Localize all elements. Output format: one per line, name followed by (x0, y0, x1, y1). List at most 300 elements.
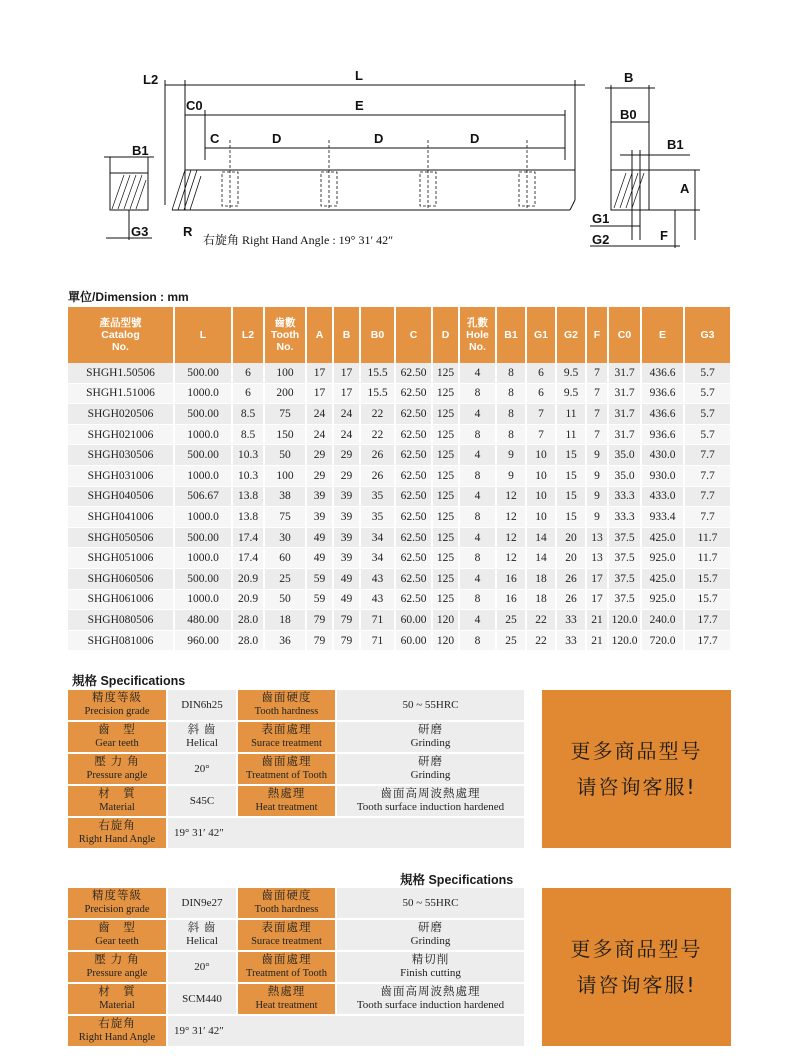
table-cell: 4 (460, 528, 497, 549)
label-B0: B0 (620, 107, 637, 122)
table-cell: 62.50 (396, 425, 433, 446)
dimension-heading: 單位/Dimension : mm (68, 290, 189, 304)
table-cell: 9 (497, 466, 527, 487)
column-header-text: E (658, 329, 666, 341)
column-header-text: Tooth (270, 329, 300, 341)
table-row (68, 487, 730, 508)
table-cell: 125 (433, 425, 460, 446)
table-cell: 15 (557, 487, 587, 508)
table-cell: 17 (334, 384, 361, 405)
column-header-text: G2 (563, 329, 578, 341)
precision-label-text: 精度等級 (92, 692, 142, 704)
table-cell: 29 (307, 445, 334, 466)
gear_teeth-label-text: Gear teeth (95, 738, 139, 749)
column-header-text: G1 (533, 329, 548, 341)
table-cell: 18 (527, 569, 557, 590)
table-row (68, 631, 730, 652)
column-header-text: 孔數 (467, 317, 488, 329)
table-cell: 5.7 (685, 384, 730, 405)
surface-label (238, 920, 335, 950)
table-cell: 18 (265, 610, 307, 631)
table-cell: 11.7 (685, 548, 730, 569)
angle-label-text: Right Hand Angle (78, 834, 156, 845)
angle-value-text: 19° 31′ 42″ (174, 1024, 224, 1037)
table-cell: 8 (460, 548, 497, 569)
column-header (587, 307, 609, 363)
table-cell: 62.50 (396, 507, 433, 528)
catalog-no-cell: SHGH021006 (68, 425, 175, 446)
table-cell: 15 (557, 445, 587, 466)
gear_teeth-label-text: Gear teeth (95, 936, 139, 947)
table-cell: 31.7 (609, 363, 642, 384)
label-L2: L2 (143, 72, 159, 87)
table-cell: 33.3 (609, 507, 642, 528)
catalog-no-cell: SHGH020506 (68, 404, 175, 425)
precision-value-text: DIN9e27 (181, 896, 223, 909)
table-cell: 79 (334, 610, 361, 631)
table-cell: 17 (334, 363, 361, 384)
table-cell: 17.7 (685, 631, 730, 652)
table-cell: 49 (307, 528, 334, 549)
table-cell: 39 (307, 507, 334, 528)
table-cell: 7.7 (685, 487, 730, 508)
catalog-no-cell: SHGH030506 (68, 445, 175, 466)
table-cell: 35 (361, 487, 396, 508)
tooth_treat-value (337, 952, 524, 982)
column-header (307, 307, 334, 363)
table-header-row (68, 307, 730, 363)
table-cell: 100 (265, 466, 307, 487)
table-cell: 37.5 (609, 528, 642, 549)
table-cell: 62.50 (396, 363, 433, 384)
material-label (68, 984, 166, 1014)
table-cell: 425.0 (642, 569, 685, 590)
catalog-no-cell: SHGH1.50506 (68, 363, 175, 384)
table-cell: 20 (557, 528, 587, 549)
table-cell: 1000.0 (175, 466, 233, 487)
catalog-no-cell: SHGH1.51006 (68, 384, 175, 405)
table-cell: 26 (361, 466, 396, 487)
gear_teeth-label-text: 齒 型 (98, 922, 136, 934)
gear_teeth-value (168, 722, 236, 752)
table-cell: 8 (460, 425, 497, 446)
material-label-text: 材 質 (98, 986, 136, 998)
spec-heading-1: 規格 Specifications (72, 674, 186, 688)
table-cell: 71 (361, 631, 396, 652)
table-cell: 30 (265, 528, 307, 549)
tooth_treat-label-text: Treatment of Tooth (246, 968, 327, 979)
table-cell: 22 (527, 631, 557, 652)
label-C0: C0 (186, 98, 203, 113)
table-row (68, 610, 730, 631)
table-cell: 8 (460, 466, 497, 487)
column-header (334, 307, 361, 363)
table-row (68, 528, 730, 549)
hardness-value-text: 50 ~ 55HRC (402, 698, 459, 711)
gear_teeth-label (68, 722, 166, 752)
angle-label-text: 右旋角 (98, 1018, 136, 1030)
table-cell: 35.0 (609, 445, 642, 466)
table-cell: 125 (433, 466, 460, 487)
tooth_treat-label (238, 754, 335, 784)
table-cell: 8 (460, 507, 497, 528)
table-cell: 10.3 (233, 445, 265, 466)
column-header-text: 產品型號 (99, 317, 142, 329)
precision-label-text: 精度等級 (92, 890, 142, 902)
table-cell: 26 (557, 569, 587, 590)
table-cell: 9 (587, 445, 609, 466)
table-cell: 20 (557, 548, 587, 569)
dimension-table (68, 307, 730, 651)
table-cell: 17.4 (233, 528, 265, 549)
table-cell: 21 (587, 610, 609, 631)
label-E: E (355, 98, 364, 113)
column-header (361, 307, 396, 363)
table-cell: 930.0 (642, 466, 685, 487)
table-cell: 500.00 (175, 363, 233, 384)
precision-label (68, 690, 166, 720)
table-cell: 60 (265, 548, 307, 569)
table-cell: 62.50 (396, 487, 433, 508)
tooth_treat-value-text: Grinding (410, 769, 451, 781)
table-cell: 10 (527, 466, 557, 487)
table-cell: 24 (307, 404, 334, 425)
table-cell: 39 (334, 487, 361, 508)
tooth_treat-label-text: 齒面處理 (261, 954, 312, 966)
table-cell: 62.50 (396, 384, 433, 405)
table-cell: 14 (527, 528, 557, 549)
column-header-text: L2 (241, 329, 255, 341)
surface-value-text: 研磨 (418, 724, 443, 736)
tooth_treat-label-text: 齒面處理 (261, 756, 312, 768)
table-cell: 8 (460, 384, 497, 405)
table-cell: 33 (557, 631, 587, 652)
table-cell: 62.50 (396, 466, 433, 487)
table-cell: 7 (587, 404, 609, 425)
label-B: B (624, 70, 634, 85)
table-cell: 7 (587, 425, 609, 446)
table-cell: 4 (460, 569, 497, 590)
table-cell: 925.0 (642, 548, 685, 569)
table-cell: 75 (265, 507, 307, 528)
surface-value (337, 722, 524, 752)
table-cell: 24 (334, 425, 361, 446)
table-cell: 25 (497, 631, 527, 652)
table-cell: 31.7 (609, 404, 642, 425)
tooth_treat-label (238, 952, 335, 982)
table-cell: 7.7 (685, 507, 730, 528)
table-cell: 7.7 (685, 466, 730, 487)
table-cell: 125 (433, 528, 460, 549)
table-cell: 9 (587, 507, 609, 528)
table-row (68, 569, 730, 590)
table-row (68, 404, 730, 425)
tooth_treat-value-text: 精切削 (411, 954, 450, 966)
table-cell: 15.7 (685, 590, 730, 611)
column-header-text: B0 (370, 329, 385, 341)
table-cell: 39 (334, 507, 361, 528)
column-header (433, 307, 460, 363)
table-cell: 4 (460, 445, 497, 466)
table-cell: 59 (307, 569, 334, 590)
gear_teeth-value-text: Helical (186, 737, 218, 749)
surface-value-text: Grinding (410, 737, 451, 749)
table-cell: 436.6 (642, 363, 685, 384)
table-cell: 9 (497, 445, 527, 466)
hardness-label-text: 齒面硬度 (261, 692, 312, 704)
table-cell: 960.00 (175, 631, 233, 652)
angle-label (68, 1016, 166, 1046)
table-cell: 16 (497, 569, 527, 590)
table-cell: 36 (265, 631, 307, 652)
table-cell: 5.7 (685, 404, 730, 425)
surface-label-text: Surace treatment (251, 738, 322, 749)
table-cell: 936.6 (642, 425, 685, 446)
heat-label-text: 熱處理 (267, 788, 306, 800)
promo-line-1: 更多商品型号 (570, 739, 703, 763)
pressure-label-text: 壓 力 角 (94, 756, 140, 768)
table-row (68, 445, 730, 466)
table-cell: 433.0 (642, 487, 685, 508)
table-cell: 120.0 (609, 610, 642, 631)
table-row (68, 590, 730, 611)
pressure-value (168, 754, 236, 784)
tooth_treat-value (337, 754, 524, 784)
table-row (68, 363, 730, 384)
tooth_treat-value-text: 研磨 (418, 756, 443, 768)
table-cell: 50 (265, 445, 307, 466)
table-cell: 17.7 (685, 610, 730, 631)
column-header-text: C0 (617, 329, 632, 341)
table-cell: 62.50 (396, 445, 433, 466)
table-row (68, 384, 730, 405)
table-cell: 125 (433, 590, 460, 611)
table-cell: 22 (361, 425, 396, 446)
table-cell: 12 (497, 528, 527, 549)
column-header-text: L (199, 329, 207, 341)
column-header (557, 307, 587, 363)
table-cell: 8 (497, 384, 527, 405)
heat-value-text: 齒面高周波熱處理 (380, 986, 481, 998)
table-cell: 38 (265, 487, 307, 508)
catalog-no-cell: SHGH080506 (68, 610, 175, 631)
table-cell: 430.0 (642, 445, 685, 466)
table-cell: 50 (265, 590, 307, 611)
table-cell: 24 (334, 404, 361, 425)
table-cell: 125 (433, 507, 460, 528)
label-L: L (355, 68, 363, 83)
table-cell: 1000.0 (175, 548, 233, 569)
table-cell: 7.7 (685, 445, 730, 466)
rack-technical-drawing (0, 0, 790, 280)
table-cell: 7 (527, 425, 557, 446)
table-cell: 4 (460, 487, 497, 508)
table-cell: 425.0 (642, 528, 685, 549)
label-B1-left: B1 (132, 143, 149, 158)
column-header-text: No. (469, 341, 486, 353)
column-header (233, 307, 265, 363)
table-cell: 13.8 (233, 487, 265, 508)
promo-line-2: 请咨询客服! (576, 973, 697, 997)
table-cell: 933.4 (642, 507, 685, 528)
label-R: R (183, 224, 193, 239)
table-cell: 34 (361, 528, 396, 549)
table-cell: 9.5 (557, 363, 587, 384)
column-header-text: Catalog (101, 329, 140, 341)
material-value (168, 984, 236, 1014)
table-cell: 17.4 (233, 548, 265, 569)
table-cell: 15.5 (361, 363, 396, 384)
table-cell: 39 (334, 528, 361, 549)
table-cell: 15.7 (685, 569, 730, 590)
heat-label (238, 786, 335, 816)
table-cell: 29 (334, 466, 361, 487)
table-cell: 925.0 (642, 590, 685, 611)
table-cell: 240.0 (642, 610, 685, 631)
table-cell: 8 (460, 590, 497, 611)
label-C: C (210, 131, 220, 146)
surface-label-text: 表面處理 (261, 724, 312, 736)
surface-value-text: 研磨 (418, 922, 443, 934)
table-cell: 6 (233, 384, 265, 405)
table-cell: 33.3 (609, 487, 642, 508)
table-cell: 21 (587, 631, 609, 652)
surface-label-text: 表面處理 (261, 922, 312, 934)
table-cell: 39 (307, 487, 334, 508)
hardness-value-text: 50 ~ 55HRC (402, 896, 459, 909)
table-cell: 75 (265, 404, 307, 425)
table-cell: 5.7 (685, 425, 730, 446)
table-cell: 12 (497, 487, 527, 508)
table-cell: 35.0 (609, 466, 642, 487)
tooth_treat-value-text: Finish cutting (400, 967, 461, 979)
material-label-text: Material (99, 1000, 135, 1011)
heat-value (337, 984, 524, 1014)
table-cell: 13 (587, 528, 609, 549)
gear_teeth-value-text: 斜 齒 (187, 724, 217, 736)
gear_teeth-label-text: 齒 型 (98, 724, 136, 736)
table-cell: 26 (361, 445, 396, 466)
table-cell: 12 (497, 507, 527, 528)
spec-heading-2: 規格 Specifications (400, 873, 514, 887)
table-cell: 1000.0 (175, 507, 233, 528)
table-row (68, 548, 730, 569)
table-cell: 7 (587, 363, 609, 384)
table-cell: 49 (307, 548, 334, 569)
pressure-label (68, 952, 166, 982)
heat-label-text: Heat treatment (255, 1000, 318, 1011)
label-G3: G3 (131, 224, 149, 239)
table-cell: 480.00 (175, 610, 233, 631)
column-header (396, 307, 433, 363)
table-cell: 33 (557, 610, 587, 631)
table-cell: 17 (587, 569, 609, 590)
surface-label (238, 722, 335, 752)
promo-box-1 (542, 690, 731, 848)
pressure-label (68, 754, 166, 784)
heat-value-text: 齒面高周波熱處理 (380, 788, 481, 800)
table-cell: 936.6 (642, 384, 685, 405)
table-cell: 18 (527, 590, 557, 611)
table-cell: 150 (265, 425, 307, 446)
label-F: F (660, 228, 668, 243)
table-cell: 10 (527, 487, 557, 508)
table-cell: 17 (307, 384, 334, 405)
catalog-no-cell: SHGH040506 (68, 487, 175, 508)
table-cell: 1000.0 (175, 590, 233, 611)
table-cell: 62.50 (396, 569, 433, 590)
table-cell: 125 (433, 487, 460, 508)
precision-value (168, 690, 236, 720)
table-cell: 125 (433, 548, 460, 569)
table-cell: 28.0 (233, 610, 265, 631)
table-cell: 125 (433, 384, 460, 405)
table-cell: 125 (433, 569, 460, 590)
heat-label-text: Heat treatment (255, 802, 318, 813)
table-cell: 5.7 (685, 363, 730, 384)
table-row (68, 425, 730, 446)
table-cell: 11 (557, 404, 587, 425)
table-cell: 79 (307, 610, 334, 631)
column-header (265, 307, 307, 363)
column-header-text: No. (276, 341, 294, 353)
table-cell: 720.0 (642, 631, 685, 652)
column-header (175, 307, 233, 363)
material-value-text: SCM440 (182, 992, 222, 1005)
table-cell: 17 (587, 590, 609, 611)
catalog-no-cell: SHGH031006 (68, 466, 175, 487)
table-cell: 10.3 (233, 466, 265, 487)
table-cell: 11.7 (685, 528, 730, 549)
table-cell: 37.5 (609, 590, 642, 611)
table-cell: 49 (334, 590, 361, 611)
material-value (168, 786, 236, 816)
table-cell: 10 (527, 445, 557, 466)
table-cell: 28.0 (233, 631, 265, 652)
hardness-value (337, 888, 524, 918)
table-cell: 43 (361, 590, 396, 611)
gear_teeth-value (168, 920, 236, 950)
column-header-text: D (441, 329, 450, 341)
table-cell: 13 (587, 548, 609, 569)
angle-label (68, 818, 166, 848)
catalog-no-cell: SHGH060506 (68, 569, 175, 590)
table-cell: 125 (433, 445, 460, 466)
table-cell: 22 (527, 610, 557, 631)
pressure-value (168, 952, 236, 982)
label-D-1: D (272, 131, 282, 146)
table-cell: 29 (334, 445, 361, 466)
table-cell: 20.9 (233, 569, 265, 590)
table-cell: 100 (265, 363, 307, 384)
column-header-text: No. (112, 341, 129, 353)
table-cell: 500.00 (175, 404, 233, 425)
table-cell: 29 (307, 466, 334, 487)
table-cell: 25 (497, 610, 527, 631)
label-G1: G1 (592, 211, 610, 226)
angle-value (168, 818, 524, 848)
precision-label (68, 888, 166, 918)
promo-line-2: 请咨询客服! (576, 775, 697, 799)
table-cell: 16 (497, 590, 527, 611)
pressure-label-text: Pressure angle (86, 968, 148, 979)
right-hand-angle-note: 右旋角 Right Hand Angle : 19° 31′ 42″ (203, 233, 394, 247)
pressure-value-text: 20° (194, 762, 210, 775)
table-cell: 7 (587, 384, 609, 405)
table-cell: 20.9 (233, 590, 265, 611)
column-header-text: Hole (466, 329, 489, 341)
table-cell: 8 (497, 363, 527, 384)
